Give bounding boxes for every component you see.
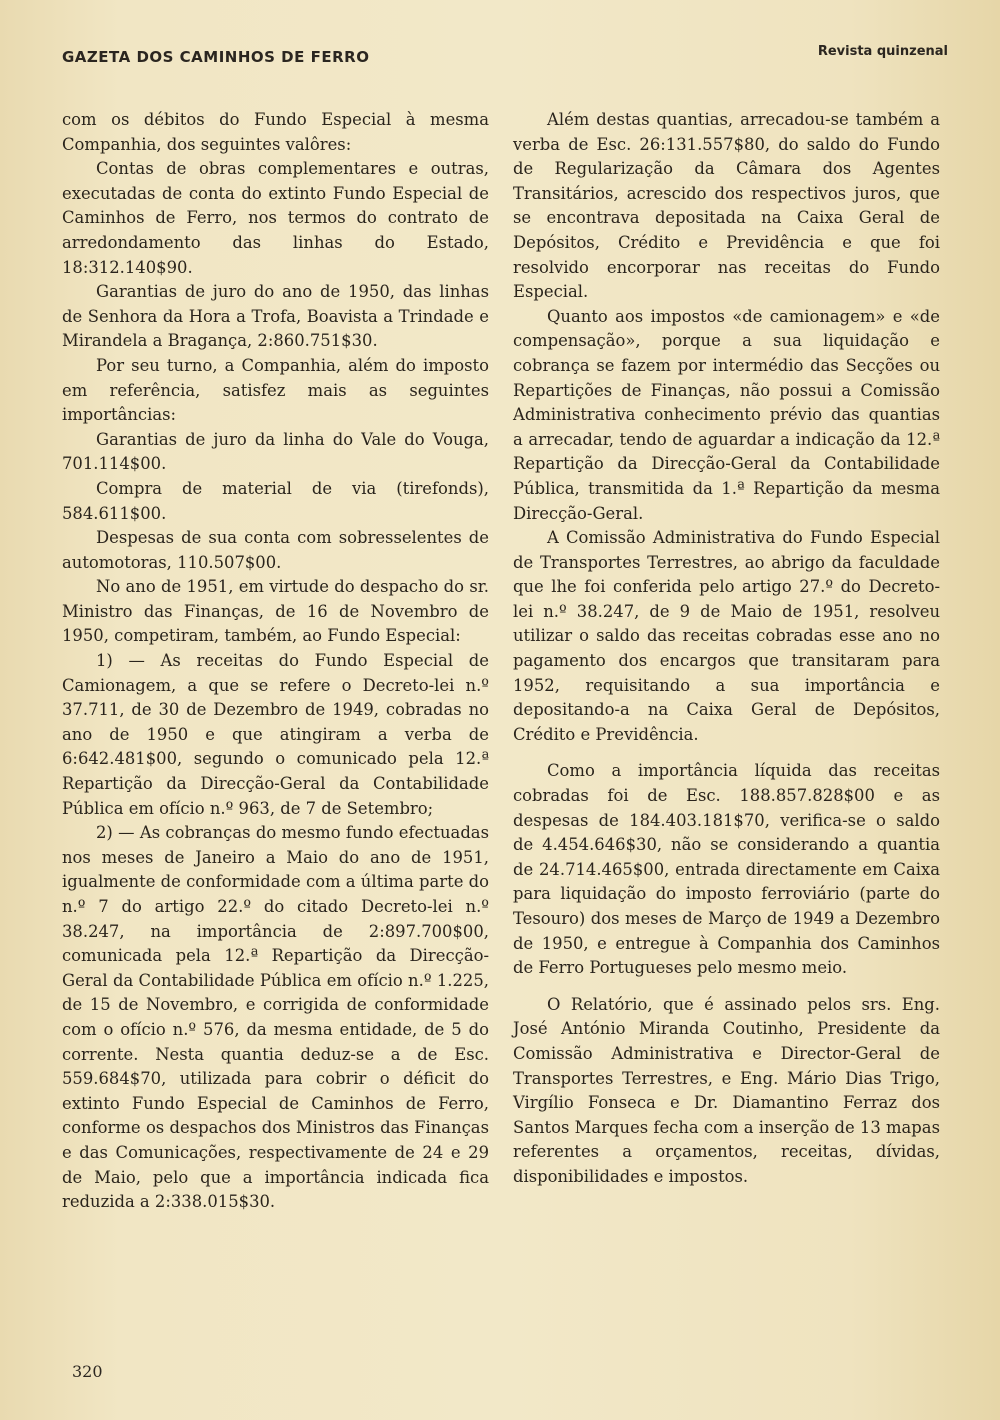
page-number: 320 — [72, 1362, 103, 1381]
paragraph: Por seu turno, a Companhia, além do imposto em referência, satisfez mais as seguintes importâncias: — [62, 355, 489, 425]
paragraph: O Relatório, que é assinado pelos srs. Eng. José António Miranda Coutinho, Presidente da Comissão Administrativa e Director-Geral de Transportes Terrestres, e Eng. Mário Dias Trigo, Virgílio Fonseca e Dr. Diamantino Ferraz dos Santos Marques fecha com a inserção de 13 mapas referentes a orçamentos, receitas, dívidas, disponibilidades e impostos. — [513, 994, 940, 1186]
paragraph: Contas de obras complementares e outras, executadas de conta do extinto Fundo Especial de Caminhos de Ferro, nos termos do contrato de arredondamento das linhas do Estado, 18:312.140$90. — [62, 159, 489, 277]
right-text-column — [513, 108, 940, 1190]
paragraph: Além destas quantias, arrecadou-se também a verba de Esc. 26:131.557$80, do saldo do Fundo de Regularização da Câmara dos Agentes Transitários, acrescido dos respectivos juros, que se encontrava depositada na Caixa Geral de Depósitos, Crédito e Previdência e que foi resolvido encorporar nas receitas do Fundo Especial. — [513, 110, 940, 302]
left-text-column — [62, 108, 489, 1215]
paragraph: Quanto aos impostos «de camionagem» e «de compensação», porque a sua liquidação e cobrança se fazem por intermédio das Secções ou Repartições de Finanças, não possui a Comissão Administrativa conhecimento prévio das quantias a arrecadar, tendo de aguardar a indicação da 12.ª Repartição da Direcção-Geral da Contabilidade Pública, transmitida da 1.ª Repartição da mesma Direcção-Geral. — [513, 306, 940, 523]
paragraph: com os débitos do Fundo Especial à mesma Companhia, dos seguintes valôres: — [62, 110, 489, 154]
paragraph: Despesas de sua conta com sobresselentes de automotoras, 110.507$00. — [62, 528, 489, 572]
paragraph: No ano de 1951, em virtude do despacho do sr. Ministro das Finanças, de 16 de Novembro de 1950, competiram, também, ao Fundo Especial: — [62, 577, 489, 646]
paragraph: Garantias de juro do ano de 1950, das linhas de Senhora da Hora a Trofa, Boavista a Trindade e Mirandela a Bragança, 2:860.751$30. — [62, 282, 489, 351]
paragraph: Garantias de juro da linha do Vale do Vouga, 701.114$00. — [62, 429, 489, 474]
section-title: Revista quinzenal — [817, 44, 948, 59]
journal-title: GAZETA DOS CAMINHOS DE FERRO — [62, 48, 370, 66]
paragraph: Como a importância líquida das receitas cobradas foi de Esc. 188.857.828$00 e as despesas de 184.403.181$70, verifica-se o saldo de 4.454.646$30, não se considerando a quantia de 24.714.465$00, entrada directamente em Caixa para liquidação do imposto ferroviário (parte do Tesouro) dos meses de Março de 1949 a Dezembro de 1950, e entregue à Companhia dos Caminhos de Ferro Portugueses pelo mesmo meio. — [513, 761, 940, 978]
paragraph: 1) — As receitas do Fundo Especial de Camionagem, a que se refere o Decreto-lei n.º 37.711, de 30 de Dezembro de 1949, cobradas no ano de 1950 e que atingiram a verba de 6:642.481$00, segundo o comunicado pela 12.ª Repartição da Direcção-Geral da Contabilidade Pública em ofício n.º 963, de 7 de Setembro; — [62, 651, 489, 818]
paragraph: Compra de material de via (tirefonds), 584.611$00. — [62, 478, 489, 523]
paragraph: 2) — As cobranças do mesmo fundo efectuadas nos meses de Janeiro a Maio do ano de 1951, igualmente de conformidade com a última parte do n.º 7 do artigo 22.º do citado Decreto-lei n.º 38.247, na importância de 2:897.700$00, comunicada pela 12.ª Repartição da Direcção-Geral da Contabilidade Pública em ofício n.º 1.225, de 15 de Novembro, e corrigida de conformidade com o ofício n.º 576, da mesma entidade, de 5 do corrente. Nesta quantia deduz-se a de Esc. 559.684$70, utilizada para cobrir o déficit do extinto Fundo Especial de Caminhos de Ferro, conforme os despachos dos Ministros das Finanças e das Comunicações, respectivamente de 24 e 29 de Maio, pelo que a importância indicada fica reduzida a 2:338.015$30. — [62, 823, 489, 1212]
paragraph: A Comissão Administrativa do Fundo Especial de Transportes Terrestres, ao abrigo da faculdade que lhe foi conferida pelo artigo 27.º do Decreto-lei n.º 38.247, de 9 de Maio de 1951, resolveu utilizar o saldo das receitas cobradas esse ano no pagamento dos encargos que transitaram para 1952, requisitando a sua importância e depositando-a na Caixa Geral de Depósitos, Crédito e Previdência. — [513, 528, 940, 744]
